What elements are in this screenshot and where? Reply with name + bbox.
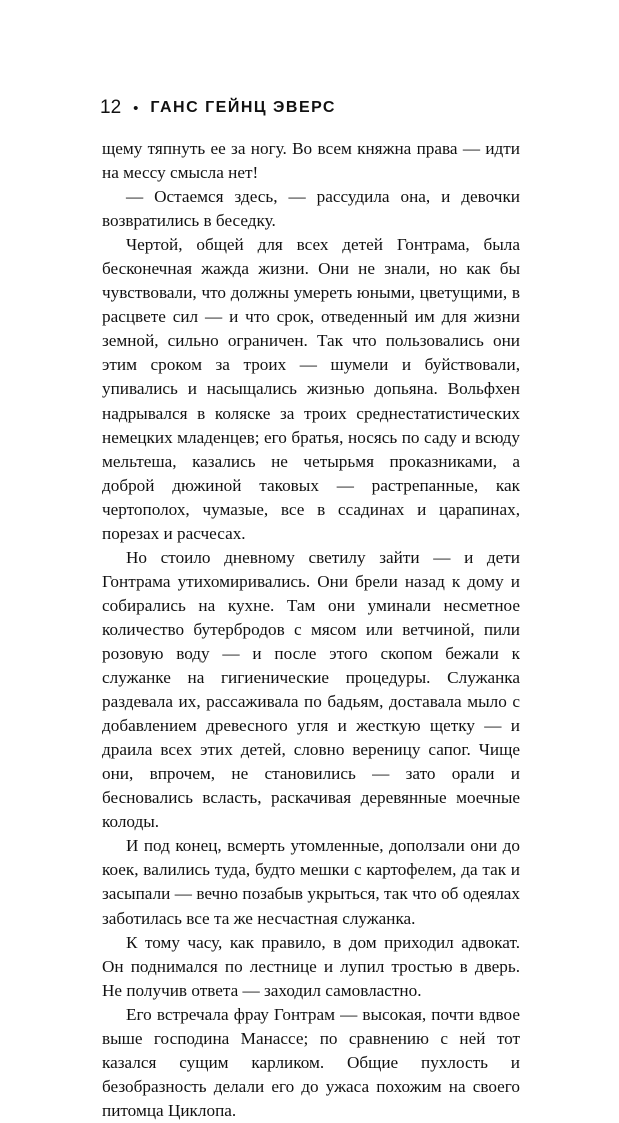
running-head — [100, 97, 336, 119]
paragraph-5: И под конец, всмерть утомленные, доползали они до коек, валились туда, будто мешки с картофелем, да так и засыпали — вечно позабыв укрыться, так что об одеялах заботилась все та же несчастная служанка. — [102, 836, 520, 928]
paragraph-6: К тому часу, как правило, в дом приходил адвокат. Он поднимался по лестнице и лупил тростью в дверь. Не получив ответа — заходил самовластно. — [102, 932, 520, 1000]
paragraph-3: Чертой, общей для всех детей Гонтрама, была бесконечная жажда жизни. Они не знали, но как бы чувствовали, что должны умереть юными, цветущими, в расцвете сил — и что срок, отведенный им для жизни земной, сильно ограничен. Так что пользовались они этим сроком за троих — шумели и буйствовали, упивались и насыщались жизнью допьяна. Вольфхен надрывался в коляске за троих среднестатистических немецких младенцев; его братья, носясь по саду и всюду мельтеша, казались не четырьмя проказниками, а доброй дюжиной таковых — растрепанные, как чертополох, чумазые, все в ссадинах и царапинах, порезах и расчесах. — [102, 235, 520, 543]
author-name: ГАНС ГЕЙНЦ ЭВЕРС — [150, 99, 336, 116]
body-text — [102, 137, 520, 1123]
paragraph-1: щему тяпнуть ее за ногу. Во всем княжна права — идти на мессу смысла нет! — [102, 139, 520, 183]
paragraph-2: — Остаемся здесь, — рассудила она, и девочки возвратились в беседку. — [102, 187, 520, 231]
paragraph-4: Но стоило дневному светилу зайти — и дети Гонтрама утихомиривались. Они брели назад к дому и собирались на кухне. Там они уминали несметное количество бутербродов с мясом или ветчиной, пили розовую воду — и после этого скопом бежали к служанке на гигиенические процедуры. Служанка раздевала их, рассаживала по бадьям, доставала мыло с добавлением древесного угля и жесткую щетку — и драила всех этих детей, словно вереницу сапог. Чище они, впрочем, не становились — зато орали и бесновались всласть, раскачивая деревянные моечные колоды. — [102, 547, 520, 832]
separator-dot: • — [133, 99, 139, 117]
page-number: 12 — [100, 97, 122, 118]
paragraph-7: Его встречала фрау Гонтрам — высокая, почти вдвое выше господина Манассе; по сравнению с ней тот казался сущим карликом. Общие пухлость и безобразность делали его до ужаса похожим на своего питомца Циклопа. — [102, 1004, 520, 1120]
